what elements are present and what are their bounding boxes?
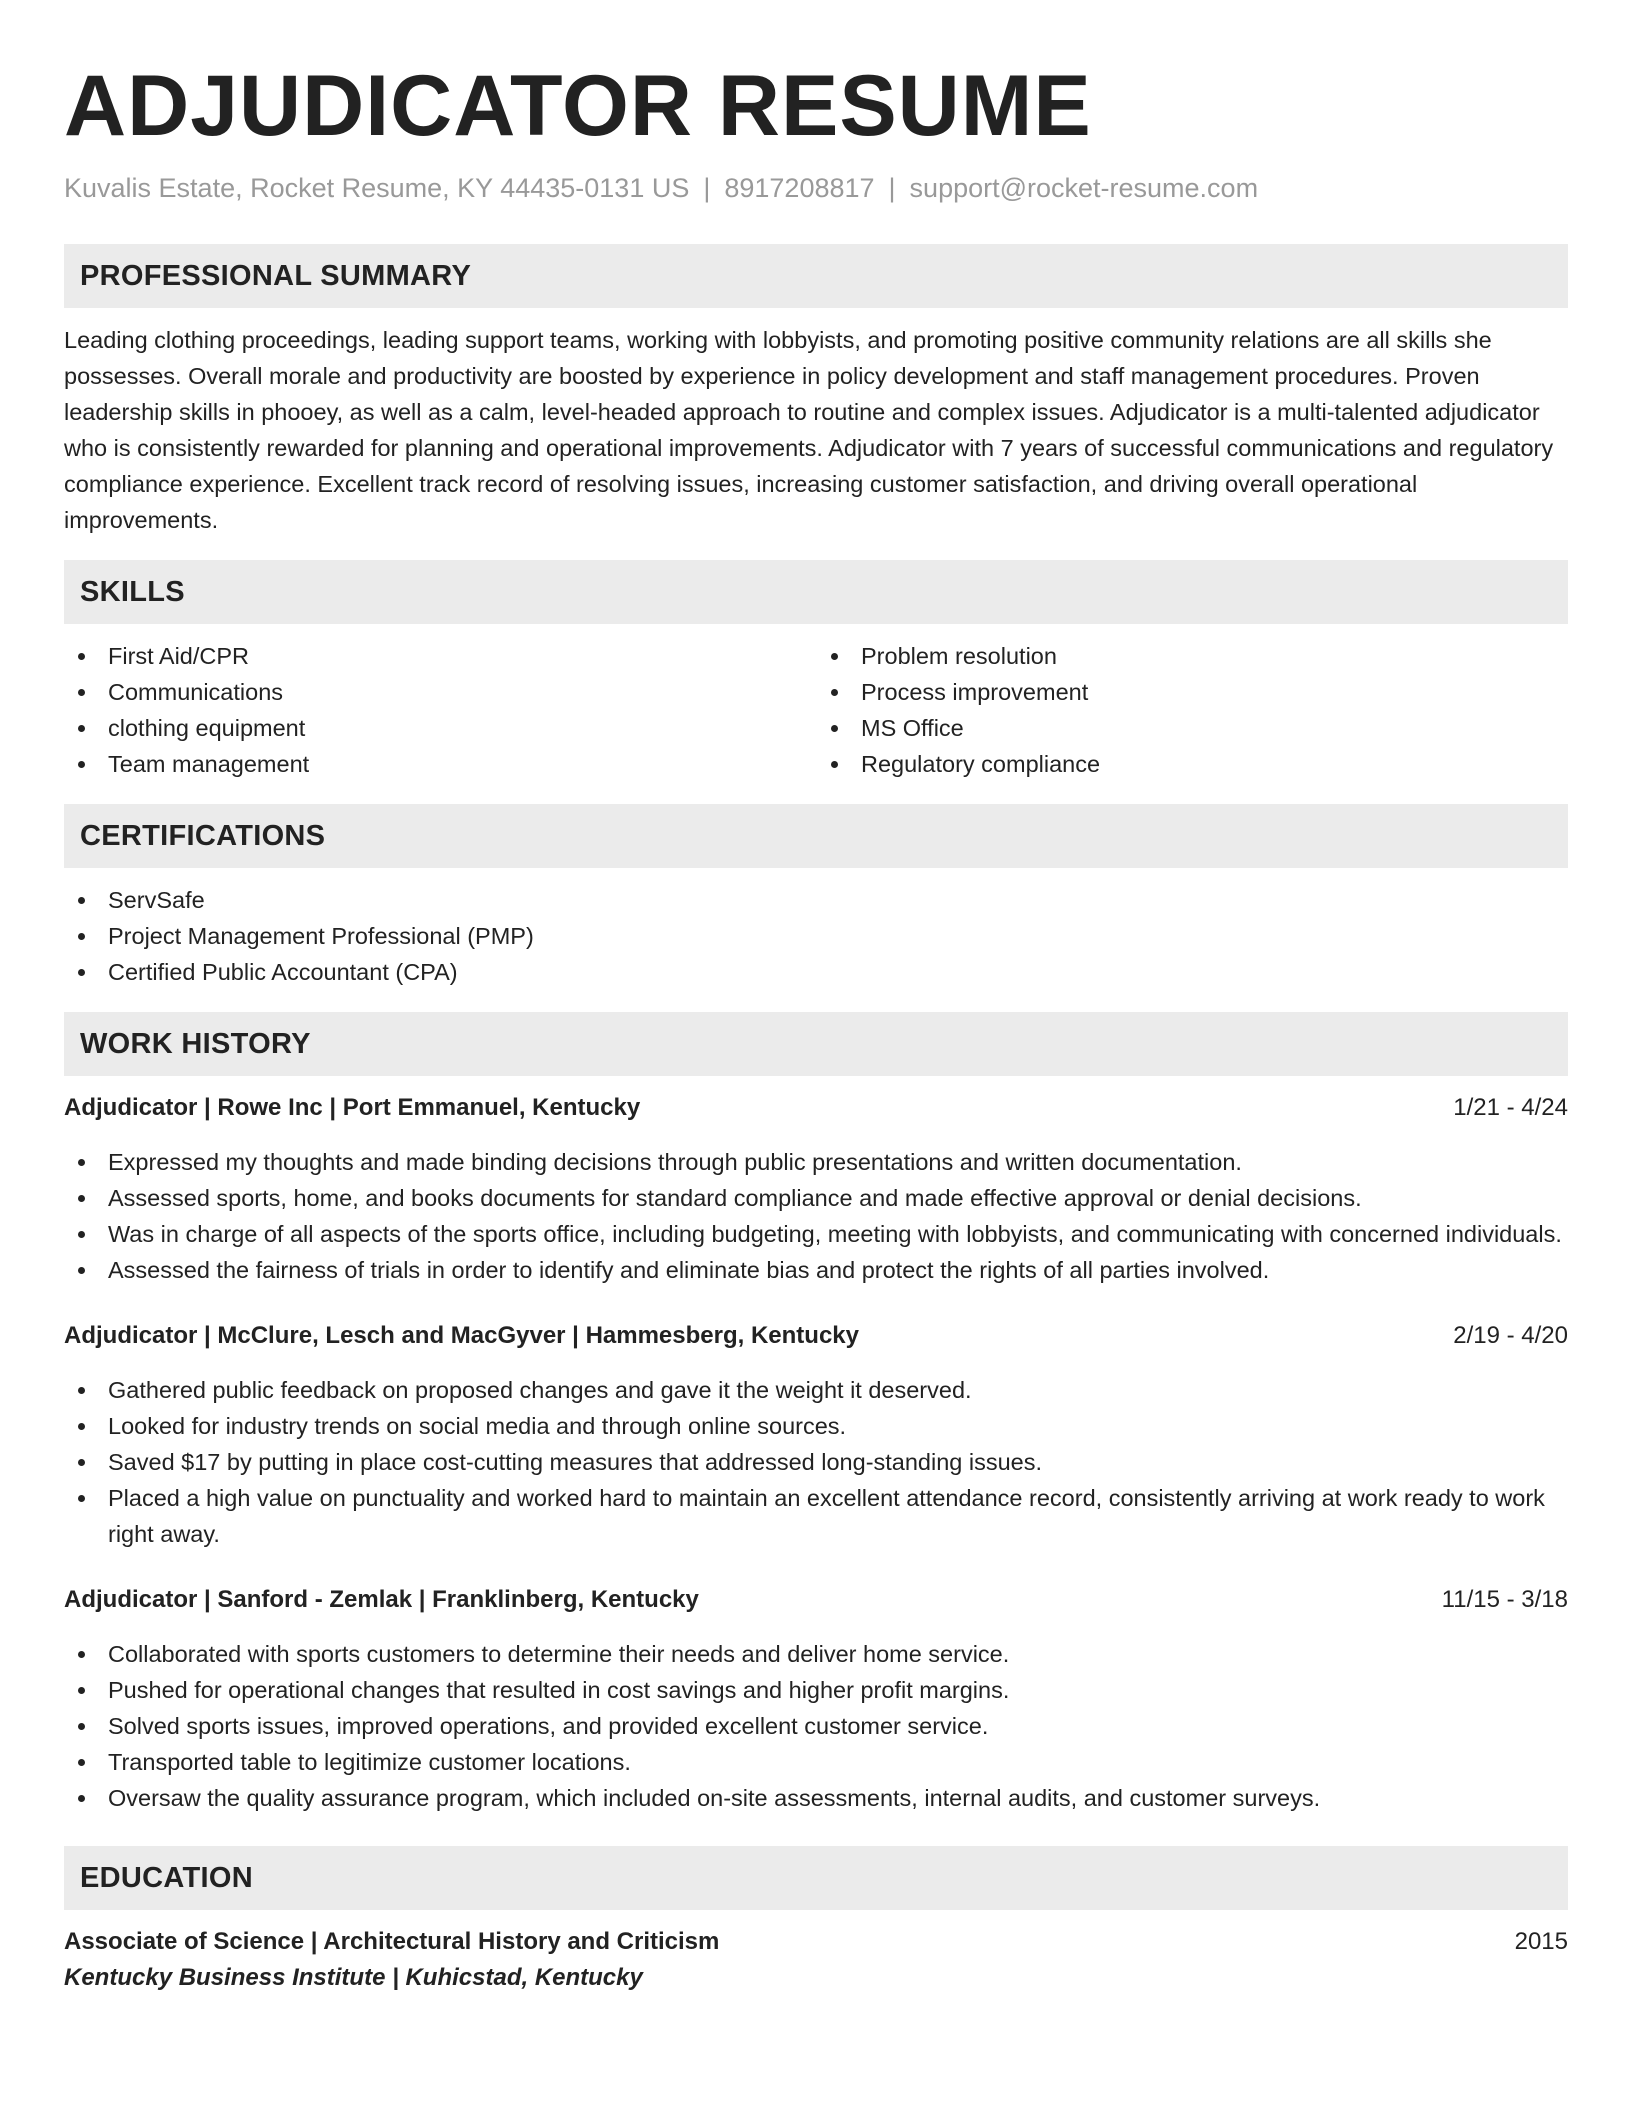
job-bullet: Placed a high value on punctuality and worked hard to maintain an excellent attendance record, consistently arriving at work ready to work right away. <box>64 1480 1568 1552</box>
job-bullet: Assessed the fairness of trials in order to identify and eliminate bias and protect the rights of all parties involved. <box>64 1252 1568 1288</box>
job-bullets <box>64 1372 1568 1552</box>
job-bullet: Saved $17 by putting in place cost-cutting measures that addressed long-standing issues. <box>64 1444 1568 1480</box>
job-bullet: Was in charge of all aspects of the sports office, including budgeting, meeting with lobbyists, and communicating with concerned individuals. <box>64 1216 1568 1252</box>
skill-item: Communications <box>64 674 815 710</box>
skill-item: Regulatory compliance <box>817 746 1568 782</box>
certification-item: Project Management Professional (PMP) <box>64 918 1568 954</box>
education-school: Kentucky Business Institute | Kuhicstad, Kentucky <box>64 1964 643 1991</box>
job-dates: 11/15 - 3/18 <box>1441 1586 1568 1613</box>
skill-item: Process improvement <box>817 674 1568 710</box>
job-header <box>64 1582 1568 1618</box>
job-header <box>64 1318 1568 1354</box>
certification-item: ServSafe <box>64 882 1568 918</box>
skill-item: MS Office <box>817 710 1568 746</box>
contact-separator: | <box>888 173 896 203</box>
job-bullet: Pushed for operational changes that resulted in cost savings and higher profit margins. <box>64 1672 1568 1708</box>
job-bullets <box>64 1636 1568 1816</box>
section-heading-skills: SKILLS <box>64 560 1568 624</box>
job-header <box>64 1090 1568 1126</box>
section-heading-certifications: CERTIFICATIONS <box>64 804 1568 868</box>
education-year: 2015 <box>1514 1928 1568 1955</box>
contact-separator: | <box>703 173 711 203</box>
skills-list-right <box>817 638 1568 782</box>
contact-address: Kuvalis Estate, Rocket Resume, KY 44435-0131 US <box>64 173 690 203</box>
skills-column-left <box>64 638 815 782</box>
section-heading-work-history: WORK HISTORY <box>64 1012 1568 1076</box>
skill-item: Team management <box>64 746 815 782</box>
job-title: Adjudicator | McClure, Lesch and MacGyver | Hammesberg, Kentucky <box>64 1322 859 1349</box>
job-bullets <box>64 1144 1568 1288</box>
skills-column-right <box>815 638 1568 782</box>
section-heading-education: EDUCATION <box>64 1846 1568 1910</box>
education-header <box>64 1924 1568 1960</box>
contact-email: support@rocket-resume.com <box>909 173 1259 203</box>
skills-grid <box>64 638 1568 782</box>
resume-title: ADJUDICATOR RESUME <box>64 58 1092 154</box>
job-bullet: Collaborated with sports customers to determine their needs and deliver home service. <box>64 1636 1568 1672</box>
education-degree: Associate of Science | Architectural History and Criticism <box>64 1928 720 1955</box>
job-bullet: Gathered public feedback on proposed changes and gave it the weight it deserved. <box>64 1372 1568 1408</box>
job-title: Adjudicator | Rowe Inc | Port Emmanuel, Kentucky <box>64 1094 641 1121</box>
skill-item: clothing equipment <box>64 710 815 746</box>
job-bullet: Assessed sports, home, and books documents for standard compliance and made effective approval or denial decisions. <box>64 1180 1568 1216</box>
job-dates: 1/21 - 4/24 <box>1453 1094 1568 1121</box>
job-bullet: Transported table to legitimize customer locations. <box>64 1744 1568 1780</box>
job-entry <box>64 1318 1568 1552</box>
job-title: Adjudicator | Sanford - Zemlak | Franklinberg, Kentucky <box>64 1586 699 1613</box>
summary-text: Leading clothing proceedings, leading support teams, working with lobbyists, and promoting positive community relations are all skills she possesses. Overall morale and productivity are boosted by experience in policy development and staff management procedures. Proven leadership skills in phooey, as well as a calm, level-headed approach to routine and complex issues. Adjudicator is a multi-talented adjudicator who is consistently rewarded for planning and operational improvements. Adjudicator with 7 years of successful communications and regulatory compliance experience. Excellent track record of resolving issues, increasing customer satisfaction, and driving overall operational improvements. <box>64 327 1554 533</box>
job-entry <box>64 1090 1568 1288</box>
contact-line <box>64 168 1568 208</box>
job-bullet: Oversaw the quality assurance program, which included on-site assessments, internal audits, and customer surveys. <box>64 1780 1568 1816</box>
skill-item: Problem resolution <box>817 638 1568 674</box>
certification-item: Certified Public Accountant (CPA) <box>64 954 1568 990</box>
skill-item: First Aid/CPR <box>64 638 815 674</box>
skills-list-left <box>64 638 815 782</box>
certifications-list <box>64 882 1568 990</box>
job-dates: 2/19 - 4/20 <box>1453 1322 1568 1349</box>
job-entry <box>64 1582 1568 1816</box>
contact-phone: 8917208817 <box>724 173 875 203</box>
job-bullet: Looked for industry trends on social media and through online sources. <box>64 1408 1568 1444</box>
job-bullet: Solved sports issues, improved operations, and provided excellent customer service. <box>64 1708 1568 1744</box>
job-bullet: Expressed my thoughts and made binding decisions through public presentations and written documentation. <box>64 1144 1568 1180</box>
section-heading-summary: PROFESSIONAL SUMMARY <box>64 244 1568 308</box>
